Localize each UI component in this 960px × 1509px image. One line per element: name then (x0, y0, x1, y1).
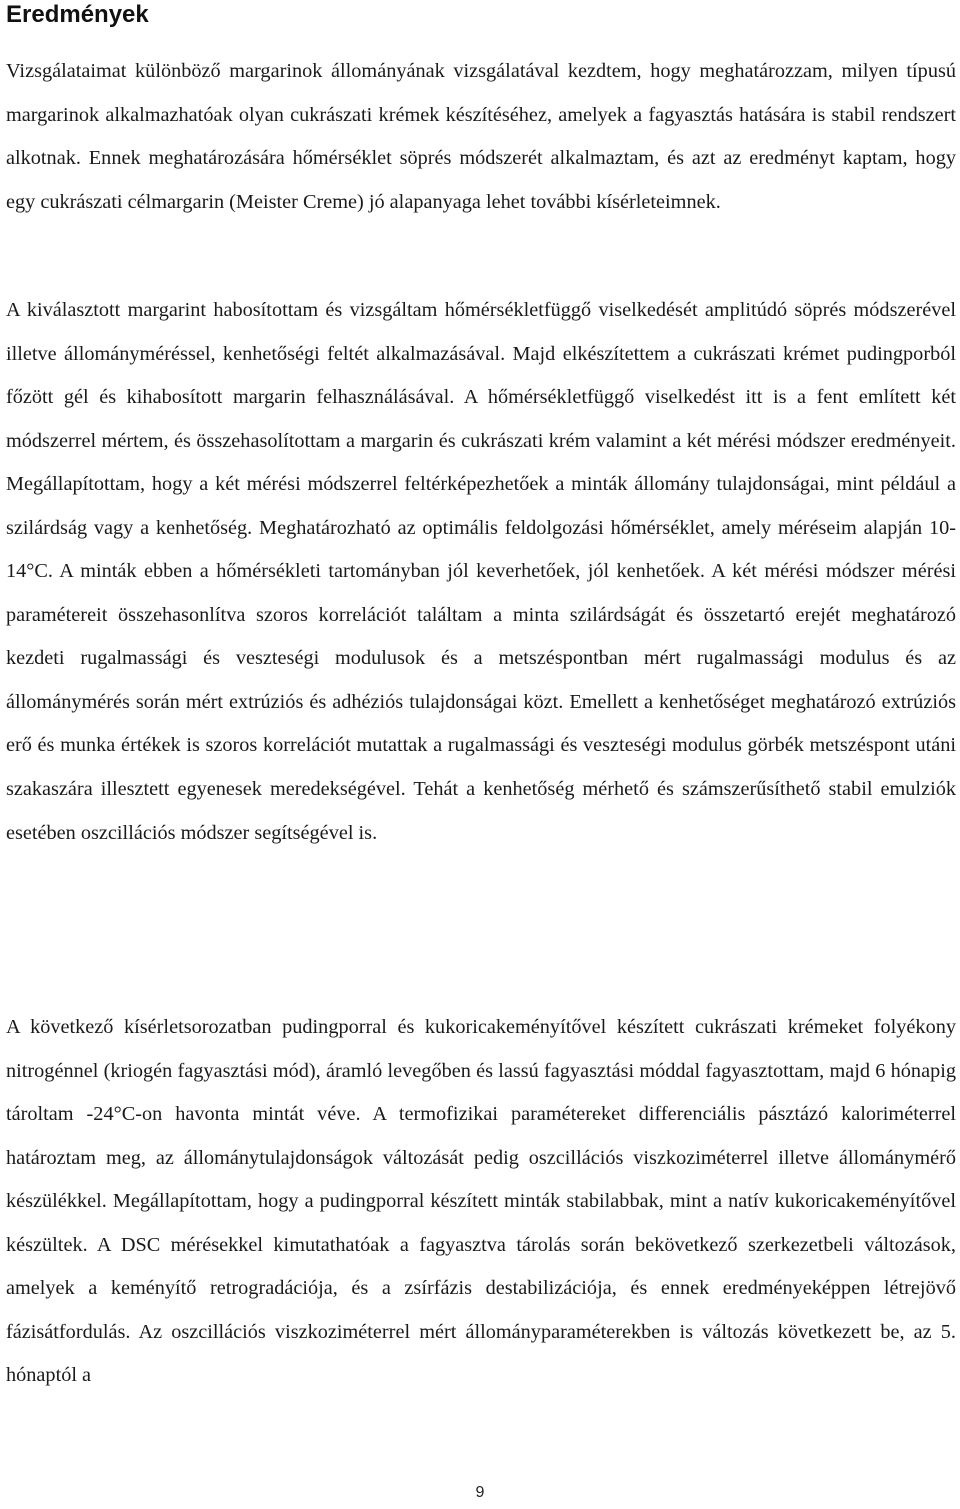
section-heading: Eredmények (6, 1, 149, 28)
paragraph-measurement-results: A kiválasztott margarint habosítottam és vizsgáltam hőmérsékletfüggő viselkedését amplitúdó söprés módszerével illetve állományméréssel, kenhetőségi feltét alkalmazásával. Majd elkészítettem a cukrászati krémet pudingporból főzött gél és kihabosított margarin felhasználásával. A hőmérsékletfüggő viselkedést itt is a fent említett két módszerrel mértem, és összehasolítottam a margarin és cukrászati krém valamint a két mérési módszer eredményeit. Megállapítottam, hogy a két mérési módszerrel feltérképezhetőek a minták állomány tulajdonságai, mint például a szilárdság vagy a kenhetőség. Meghatározható az optimális feldolgozási hőmérséklet, amely méréseim alapján 10-14°C. A minták ebben a hőmérsékleti tartományban jól keverhetőek, jól kenhetőek. A két mérési módszer mérési paramétereit összehasonlítva szoros korrelációt találtam a minta szilárdságát és összetartó erejét meghatározó kezdeti rugalmassági és veszteségi modulusok és a metszéspontban mért rugalmassági modulus és az állománymérés során mért extrúziós és adhéziós tulajdonságai közt. Emellett a kenhetőséget meghatározó extrúziós erő és munka értékek is szoros korrelációt mutattak a rugalmassági és veszteségi modulus görbék metszéspont utáni szakaszára illesztett egyenesek meredekségével. Tehát a kenhetőség mérhető és számszerűsíthető stabil emulziók esetében oszcillációs módszer segítségével is. (6, 299, 956, 844)
paragraph-margarine-selection: Vizsgálataimat különböző margarinok állományának vizsgálatával kezdtem, hogy meghatározzam, milyen típusú margarinok alkalmazhatóak olyan cukrászati krémek készítéséhez, amelyek a fagyasztás hatására is stabil rendszert alkotnak. Ennek meghatározására hőmérséklet söprés módszerét alkalmaztam, és azt az eredményt kaptam, hogy egy cukrászati célmargarin (Meister Creme) jó alapanyaga lehet további kísérleteimnek. (6, 60, 956, 213)
document-page (6, 0, 956, 1387)
page-number: 9 (475, 1484, 485, 1501)
paragraph-freezing-experiments: A következő kísérletsorozatban pudingporral és kukoricakeményítővel készített cukrászati krémeket folyékony nitrogénnel (kriogén fagyasztási mód), áramló levegőben és lassú fagyasztási móddal fagyasztottam, majd 6 hónapig tároltam -24°C-on havonta mintát véve. A termofizikai paramétereket differenciális pásztázó kaloriméterrel határoztam meg, az állománytulajdonságok változását pedig oszcillációs viszkoziméterrel illetve állománymérő készülékkel. Megállapítottam, hogy a pudingporral készített minták stabilabbak, mint a natív kukoricakeményítővel készültek. A DSC mérésekkel kimutathatóak a fagyasztva tárolás során bekövetkező szerkezetbeli változások, amelyek a keményítő retrogradációja, és a zsírfázis destabilizációja, és ennek eredményeképpen létrejövő fázisátfordulás. Az oszcillációs viszkoziméterrel mért állományparaméterekben is változás következett be, az 5. hónaptól a (6, 1016, 956, 1387)
